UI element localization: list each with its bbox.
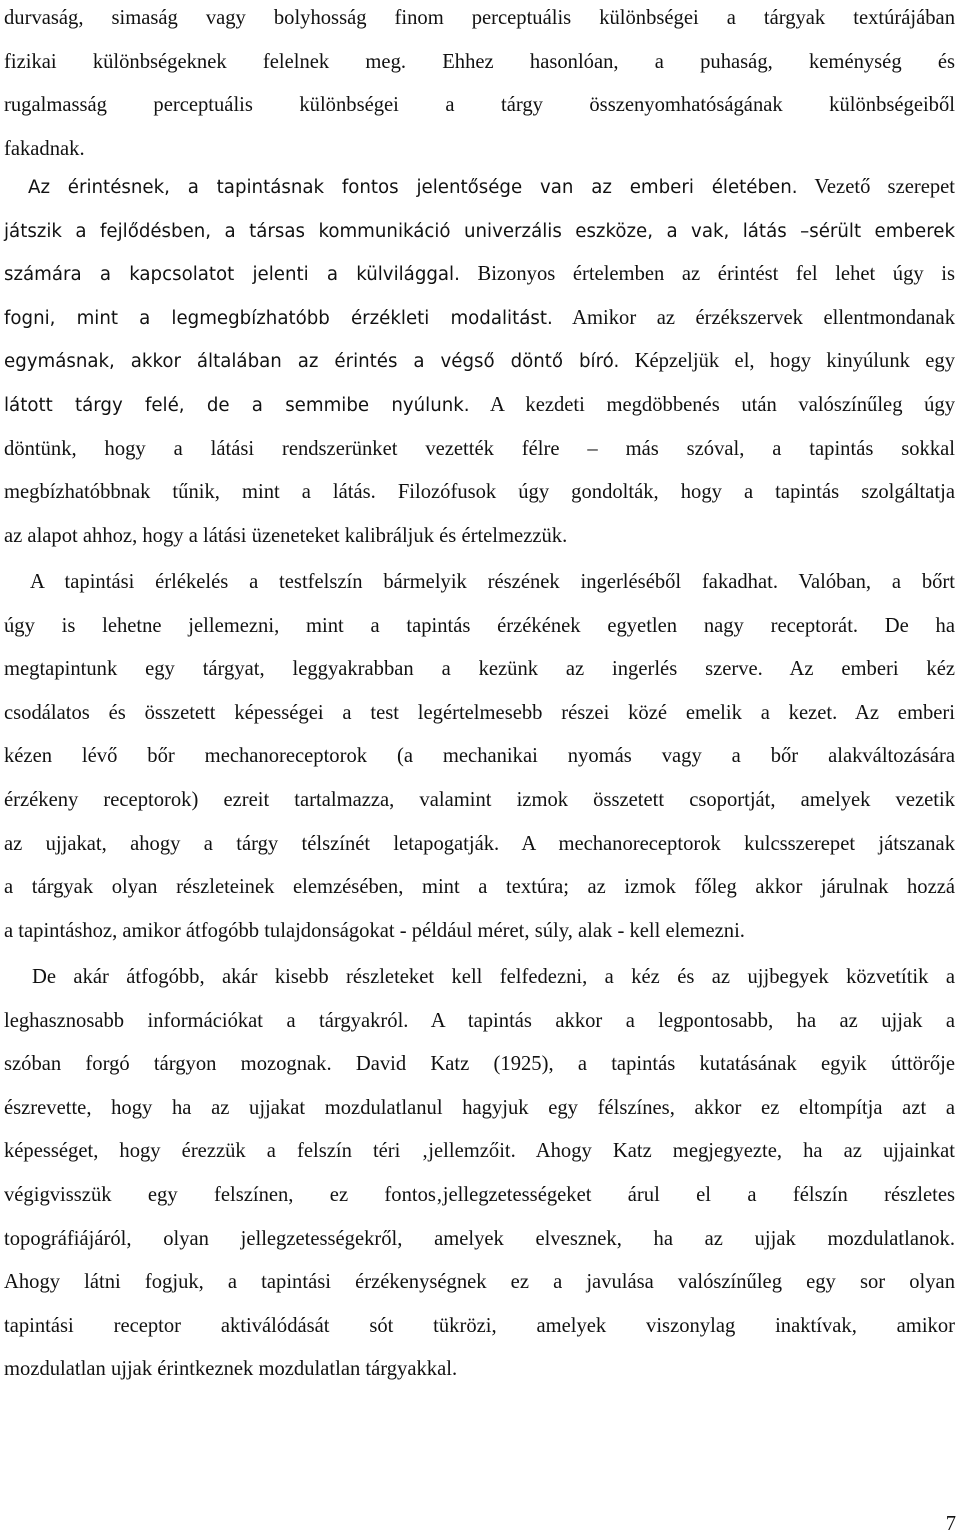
- text-line: kézen lévő bőr mechanoreceptorok (a mechanikai nyomás vagy a bőr alakváltozására: [4, 745, 955, 768]
- text-line: csodálatos és összetett képességei a test legértelmesebb részei közé emelik a kezet. Az emberi: [4, 701, 955, 724]
- text-line: végigvisszük egy felszínen, ez fontos‚jellegzetességeket árul el a félszín részletes: [4, 1183, 955, 1206]
- text-line: döntünk, hogy a látási rendszerünket vezették félre – más szóval, a tapintás sokkal: [4, 437, 955, 460]
- text-line: [4, 340, 955, 384]
- text-line: az ujjakat, ahogy a tárgy télszínét letapogatják. A mechanoreceptorok kulcsszerepet játszanak: [4, 832, 955, 855]
- text-segment: Amikor az érzékszervek ellentmondanak: [552, 306, 955, 329]
- text-line: [4, 384, 955, 428]
- text-line: tapintási receptor aktiválódását sót tükrözi, amelyek viszonylag inaktívak, amikor: [4, 1314, 955, 1337]
- paragraph-2: [4, 166, 955, 558]
- text-line: fizikai különbségeknek felelnek meg. Ehhez hasonlóan, a puhaság, keménység és: [4, 50, 955, 73]
- paragraph-4: [4, 956, 955, 1392]
- text-segment: látott tárgy felé, de a semmibe nyúlunk.: [4, 394, 470, 416]
- text-line: [4, 297, 955, 341]
- text-line: mozdulatlan ujjak érintkeznek mozdulatlan tárgyakkal.: [4, 1358, 458, 1381]
- text-line: fakadnak.: [4, 137, 85, 160]
- text-line: a tapintáshoz, amikor átfogóbb tulajdonságokat - például méret, súly, alak - kell elemezni.: [4, 919, 745, 942]
- text-segment: fogni, mint a legmegbízhatóbb érzékleti modalitást.: [4, 307, 553, 329]
- text-line: topográfiájáról, olyan jellegzetességekről, amelyek elvesznek, ha az ujjak mozdulatlanok.: [4, 1227, 955, 1250]
- text-line: érzékeny receptorok) ezreit tartalmazza, valamint izmok összetett csoportját, amelyek vezetik: [4, 788, 955, 811]
- text-line: [4, 166, 955, 210]
- text-line: De akár átfogóbb, akár kisebb részleteket kell felfedezni, a kéz és az ujjbegyek közvetítik a: [32, 966, 955, 988]
- text-line: [4, 210, 955, 254]
- text-line: úgy is lehetne jellemezni, mint a tapintás érzékének egyetlen nagy receptorát. De ha: [4, 614, 955, 637]
- text-line: képességet, hogy érezzük a felszín téri ‚jellemzőit. Ahogy Katz megjegyezte, ha az ujjainkat: [4, 1140, 955, 1163]
- text-line: A tapintási érlékelés a testfelszín bármelyik részének ingerléséből fakadhat. Valóban, a bőrt: [30, 571, 955, 593]
- text-line: az alapot ahhoz, hogy a látási üzeneteket kalibráljuk és értelmezzük.: [4, 524, 568, 547]
- text-line: Ahogy látni fogjuk, a tapintási érzékenységnek ez a javulása valószínűleg egy sor olyan: [4, 1271, 955, 1294]
- text-segment: A kezdeti megdöbbenés után valószínűleg úgy: [469, 393, 955, 416]
- text-segment: játszik a fejlődésben, a társas kommunikáció univerzális eszköze, a vak, látás –sérült emberek: [4, 220, 955, 242]
- text-line: [4, 253, 955, 297]
- text-line: leghasznosabb információkat a tárgyakról. A tapintás akkor a legpontosabb, ha az ujjak a: [4, 1009, 955, 1032]
- text-line: szóban forgó tárgyon mozognak. David Katz (1925), a tapintás kutatásának egyik úttörője: [4, 1053, 955, 1076]
- paragraph-1: [4, 0, 955, 171]
- text-segment: Az érintésnek, a tapintásnak fontos jelentősége van az emberi életében.: [28, 177, 798, 198]
- text-line: a tárgyak olyan részleteinek elemzésében, mint a textúra; az izmok főleg akkor járulnak hozzá: [4, 876, 955, 899]
- text-line: észrevette, hogy ha az ujjakat mozdulatlanul hagyjuk egy félszínes, akkor ez eltompítja azt a: [4, 1096, 955, 1119]
- text-line: megbízhatóbbnak tűnik, mint a látás. Filozófusok úgy gondolták, hogy a tapintás szolgáltatja: [4, 481, 955, 504]
- text-line: rugalmasság perceptuális különbségei a tárgy összenyomhatóságának különbségeiből: [4, 94, 955, 117]
- text-segment: számára a kapcsolatot jelenti a külvilággal.: [4, 264, 460, 286]
- paragraph-3: [4, 561, 955, 953]
- text-segment: Vezető szerepet: [797, 176, 956, 198]
- page-number: 7: [945, 1513, 956, 1535]
- text-segment: Bizonyos értelemben az érintést fel lehet úgy is: [459, 263, 955, 286]
- text-line: megtapintunk egy tárgyat, leggyakrabban a kezünk az ingerlés szerve. Az emberi kéz: [4, 658, 955, 681]
- text-segment: egymásnak, akkor általában az érintés a végső döntő bíró.: [4, 351, 620, 373]
- text-segment: Képzeljük el, hogy kinyúlunk egy: [619, 350, 955, 373]
- text-line: durvaság, simaság vagy bolyhosság finom perceptuális különbségei a tárgyak textúrájában: [4, 7, 955, 29]
